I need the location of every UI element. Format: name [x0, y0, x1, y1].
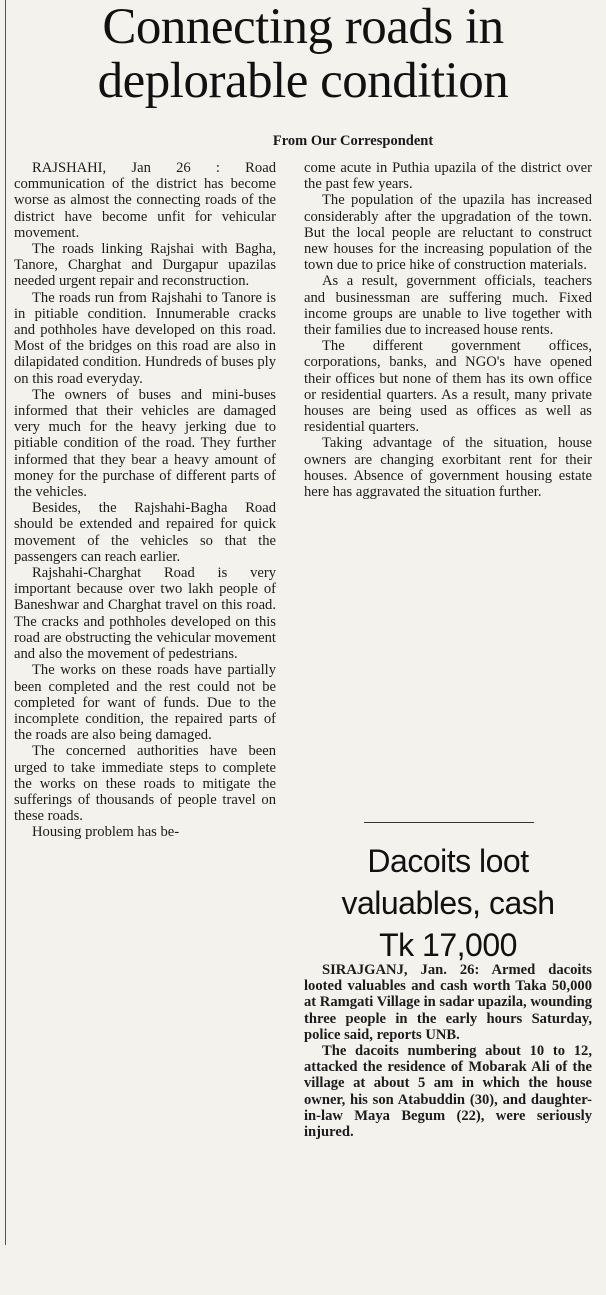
byline: From Our Correspondent: [272, 133, 434, 149]
paragraph: come acute in Puthia upazila of the district over the past few years.: [304, 160, 592, 193]
headline-line: Tk 17,000: [379, 927, 517, 963]
paragraph: The works on these roads have partially been completed and the rest could not be completed for want of funds. Due to the incomplete condition, the repaired parts of the roads are also being damaged.: [14, 662, 276, 744]
paragraph: SIRAJGANJ, Jan. 26: Armed dacoits looted valuables and cash worth Taka 50,000 at Ramgati Village in sadar upazila, wounding three people in the early hours Saturday, police said, reports UNB.: [304, 962, 593, 1043]
paragraph: Taking advantage of the situation, house owners are changing exorbitant rent for their houses. Absence of government housing estate here has aggravated the situation further.: [304, 435, 592, 501]
headline-line: Dacoits loot: [367, 843, 529, 879]
paragraph: The owners of buses and mini-buses informed that their vehicles are damaged very much for the heavy jerking due to pitiable condition of the road. They further informed that they bear a heavy amount of money for the purchase of different parts of the vehicles.: [14, 386, 276, 501]
headline-line: valuables, cash: [341, 885, 555, 921]
paragraph: RAJSHAHI, Jan 26 : Road communication of the district has become worse as almost the connecting roads of the district have become unfit for vehicular movement.: [14, 160, 276, 241]
paragraph: As a result, government officials, teachers and businessman are suffering much. Fixed income groups are unable to live together with their families due to increased house rents.: [304, 273, 592, 339]
article-column-right: [304, 160, 592, 500]
paragraph: Besides, the Rajshahi-Bagha Road should be extended and repaired for quick movement of the vehicles so that the passengers can reach earlier.: [14, 500, 276, 565]
paragraph: The concerned authorities have been urged to take immediate steps to complete the works on these roads to mitigate the sufferings of thousands of people travel on these roads.: [14, 743, 276, 825]
paragraph: The dacoits numbering about 10 to 12, attacked the residence of Mobarak Ali of the village at about 5 am in which the house owner, his son Atabuddin (30), and daughter-in-law Maya Begum (22), were seriously injured.: [304, 1043, 592, 1141]
article-headline: [18, 0, 588, 108]
paragraph: The population of the upazila has increased considerably after the upgradation of the town. But the local people are reluctant to construct new houses for the increasing population of the town due to price hike of construction materials.: [304, 192, 592, 274]
headline-line: deplorable condition: [97, 53, 509, 109]
second-article-body: [304, 962, 592, 1140]
paragraph: Rajshahi-Charghat Road is very important because over two lakh people of Baneshwar and Charghat travel on this road. The cracks and pothholes developed on this road are obstructing the vehicular movement and also the movement of pedestrians.: [14, 565, 276, 663]
paragraph: The roads linking Rajshai with Bagha, Tanore, Charghat and Durgapur upazilas needed urgent repair and reconstruction.: [14, 241, 276, 290]
paragraph: Housing problem has be-: [32, 824, 180, 841]
second-article-headline: [300, 840, 596, 966]
paragraph: The roads run from Rajshahi to Tanore is in pitiable condition. Innumerable cracks and pothholes have developed on this road. Most of the bridges on this road are also in dilapidated condition. Hundreds of buses ply on this road everyday.: [14, 289, 276, 387]
article-column-left: [14, 160, 276, 841]
headline-line: Connecting roads in: [102, 0, 504, 55]
column-rule: [5, 0, 6, 1245]
article-end-rule: [364, 822, 534, 823]
paragraph: The different government offices, corporations, banks, and NGO's have opened their offices but none of them has its own office or residential quarters. As a result, many private houses are being used as offices as well as residential quarters.: [304, 338, 592, 436]
